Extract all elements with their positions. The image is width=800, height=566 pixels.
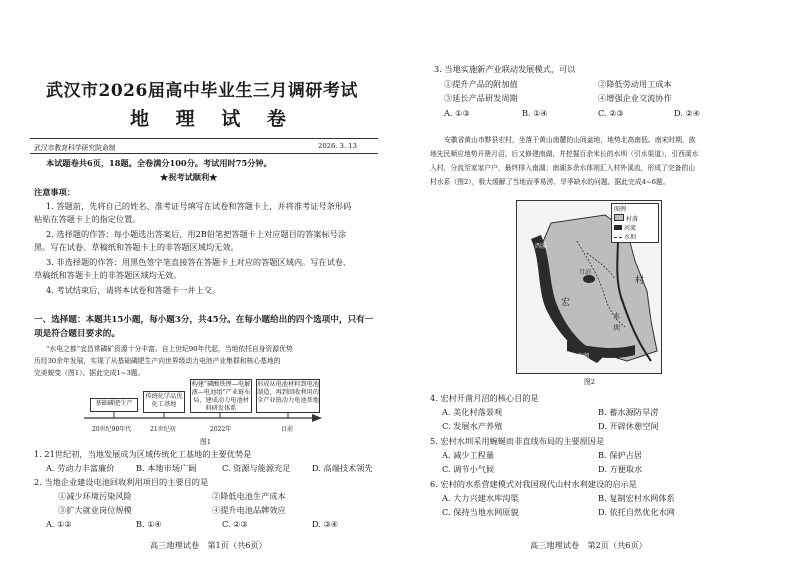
intro-line: “水电之都”宜昌常磷矿资源十分丰富。自上世纪90年代起，当地依托自身资源优势 <box>46 345 293 353</box>
legend-item-river: 河流 <box>614 224 656 233</box>
option: A. 美化村落景观 <box>442 407 503 417</box>
notice-line: 4. 考试结束后，请将本试卷和答题卡一并上交。 <box>46 285 221 295</box>
map-label: 月沼 <box>579 269 592 276</box>
intro-line: 历经30余年发展，实现了从基础磷肥生产向世界级动力电池产业集群和核心基地的 <box>34 357 281 365</box>
map-label: 南湖 <box>577 353 590 360</box>
option: C. ②③ <box>222 519 248 529</box>
statement: ③扩大就业岗位规模 <box>58 505 132 515</box>
notice-title: 注意事项： <box>34 187 75 197</box>
timeline-box: 基础磷肥生产 <box>90 398 138 412</box>
statement: ③延长产品研发周期 <box>444 93 518 103</box>
passage-line: 安徽省黄山市黟县宏村，坐落于黄山南麓的山间盆地，地势北高南低。南宋时期，族 <box>444 136 696 144</box>
option: D. 开辟休憩空间 <box>598 421 659 431</box>
question-1: 1. 21世纪初，当地发展成为区域传统化工基地的主要优势是 <box>34 449 252 459</box>
intro-line: 完美蜕变（图1）。据此完成1~3题。 <box>34 369 145 377</box>
option: B. 蓄水源防旱涝 <box>598 407 659 417</box>
option: D. ③④ <box>312 519 339 529</box>
timeline-label: 20世纪90年代 <box>92 426 132 433</box>
figure-caption: 图2 <box>584 378 596 386</box>
exam-title: 武汉市2026届高中毕业生三月调研考试 <box>46 81 358 101</box>
notice-line: 3. 非选择题的作答：用黑色签字笔直接答在答题卡上对应的答题区域内。写在试卷、 <box>46 257 352 267</box>
option: D. 高端技术领先 <box>312 463 373 473</box>
timeline-label: 目前 <box>281 426 294 433</box>
statement: ④提升电池品牌效应 <box>212 505 286 515</box>
map-label: 西溪 <box>535 243 548 250</box>
map-label: 宏 <box>561 298 571 308</box>
notice-line: 粘贴在答题卡上的指定位置。 <box>34 214 141 224</box>
option: C. 资源与能源充足 <box>222 463 291 473</box>
option: C. 保持当地水网原貌 <box>442 507 519 517</box>
issuer-text: 武汉市教育科学研究院命制 <box>34 144 116 152</box>
map-label: 水 <box>613 312 620 320</box>
question-4: 4. 宏村开凿月沼的核心目的是 <box>430 393 539 403</box>
statement: ④增强企业交流协作 <box>598 93 672 103</box>
option: D. 方便取水 <box>598 464 643 474</box>
statement: ②降低劳动用工成本 <box>598 79 672 89</box>
statement: ②降低电池生产成本 <box>212 491 286 501</box>
question-2: 2. 当地企业建设电池回收利用项目的主要目的是 <box>34 477 209 487</box>
notice-line: 1. 答题前，先将自己的姓名、准考证号填写在试卷和答题卡上，并将准考证号条形码 <box>46 201 352 211</box>
option: A. 减少工程量 <box>442 450 495 460</box>
option: C. 发展水产养殖 <box>442 421 503 431</box>
question-5: 5. 宏村水圳采用蜿蜒而非直线布局的主要原因是 <box>430 436 605 446</box>
option: B. ①④ <box>522 108 548 118</box>
timeline-box: 传统化学品优化工基地 <box>143 391 185 413</box>
option: B. 复制宏村水网体系 <box>598 493 675 503</box>
exam-date: 2026. 3. 13 <box>318 142 357 150</box>
option: C. 调节小气候 <box>442 464 495 474</box>
map-legend <box>611 203 659 243</box>
map-label: 村 <box>635 276 645 286</box>
legend-item-canal: 水圳 <box>614 233 656 242</box>
option: A. 大力兴建水库沟渠 <box>442 493 519 503</box>
passage-line: 入村，分流至家家户户，最终排入南湖；南湖多余水体则汇入村外溪流，形成了完备的山 <box>430 164 696 172</box>
figure-caption: 图1 <box>200 438 212 446</box>
statement: ①提升产品的附加值 <box>444 79 518 89</box>
page-footer: 高三地理试卷 第1页（共6页） <box>150 540 267 550</box>
page-footer: 高三地理试卷 第2页（共6页） <box>530 540 647 550</box>
timeline-box: 形成从电池材料到电池制造，再到回收利用的全产业链动力电池基地 <box>256 379 320 413</box>
map-label: 圳 <box>613 324 620 332</box>
map-figure <box>516 200 662 374</box>
option: D. 依托自然优化水网 <box>598 507 675 517</box>
option: A. ①③ <box>444 108 470 118</box>
passage-line: 地先民顺应地势开凿月沼，后又修建南湖，并挖掘百余米长的水圳（引水渠道），引西溪水 <box>430 150 699 158</box>
option: B. ①④ <box>136 519 162 529</box>
section-heading: 一、选择题：本题共15小题，每小题3分，共45分。在每小题给出的四个选项中，只有一 <box>34 315 374 325</box>
notice-line: 黑。写在试卷、草稿纸和答题卡上的非答题区域均无效。 <box>34 242 239 252</box>
option: D. ②④ <box>674 108 701 118</box>
option: A. ①② <box>46 519 72 529</box>
notice-line: 2. 选择题的作答：每小题选出答案后，用2B铅笔把答题卡上对应题目的答案标号涂 <box>46 229 347 239</box>
option: C. ②③ <box>598 108 624 118</box>
header-divider-2 <box>30 153 378 154</box>
notice-line: 草稿纸和答题卡上的非答题区域均无效。 <box>34 270 182 280</box>
exam-tag: ★祝考试顺利★ <box>160 172 218 182</box>
right-page <box>400 0 800 566</box>
legend-item-village: 村落 <box>614 214 656 224</box>
timeline-label: 2022年 <box>210 426 232 433</box>
statement: ①减少环境污染风险 <box>58 491 132 501</box>
passage-line: 村水系（图2），极大缓解了当地而季易涝、旱季缺水的问题。据此完成4~6题。 <box>430 178 670 186</box>
exam-summary: 本试题卷共6页，18题。全卷满分100分。考试用时75分钟。 <box>46 158 272 168</box>
question-3: 3. 当地实施新产业联动发展模式，可以 <box>434 64 576 74</box>
header-divider <box>30 138 378 139</box>
section-heading-2: 项是符合题目要求的。 <box>34 329 120 339</box>
timeline-label: 21世纪初 <box>150 426 176 433</box>
exam-subject: 地 理 试 卷 <box>130 108 296 130</box>
option: B. 保护占居 <box>598 450 642 460</box>
timeline-box: 构建“磷酸铁锂—电解液—电池组”产业链布局，建成动力电池材料研发体系 <box>191 381 251 412</box>
option: B. 本地市场广阔 <box>136 463 197 473</box>
question-6: 6. 宏村的水系营建模式对我国现代山村水利建设的启示是 <box>430 479 637 489</box>
legend-title: 图例 <box>614 206 627 213</box>
option: A. 劳动力丰富廉价 <box>46 463 115 473</box>
